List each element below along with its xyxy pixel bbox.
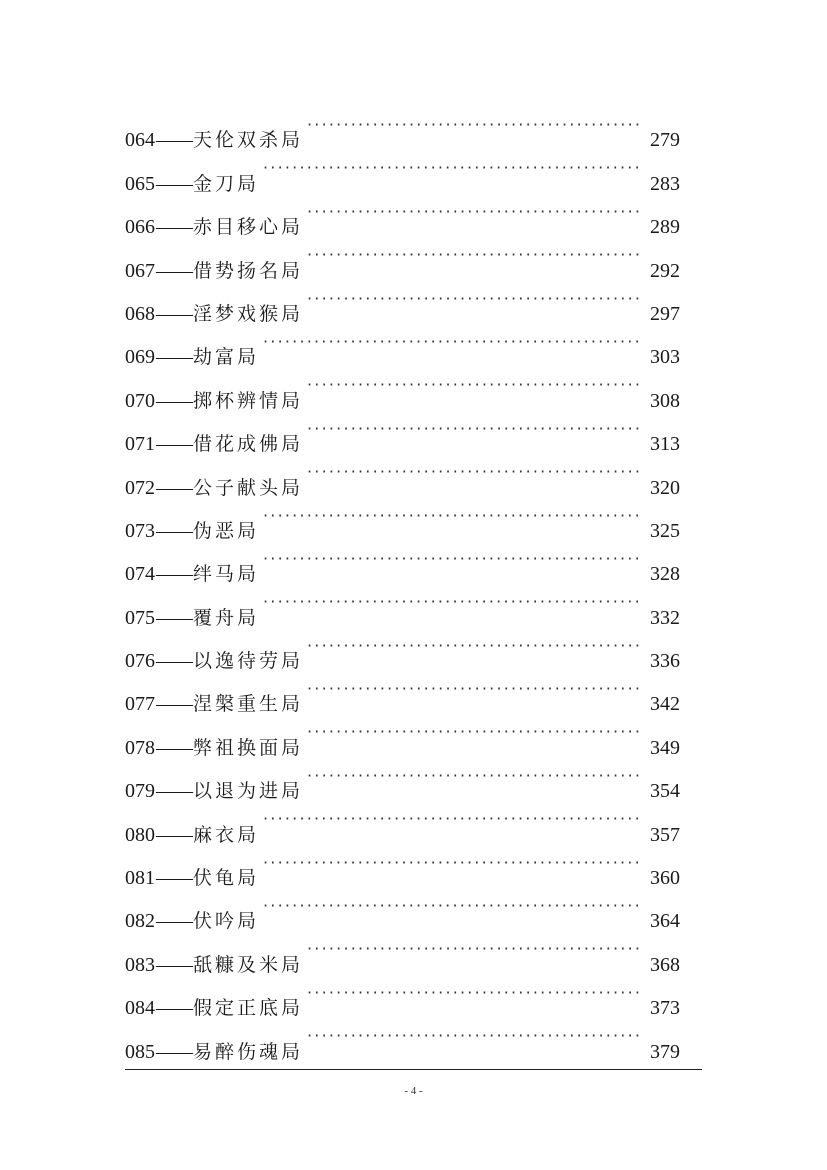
toc-entry-leader [307, 624, 642, 667]
toc-entry-title: 舐糠及米局 [193, 953, 304, 976]
toc-entry-page: 336 [650, 650, 680, 673]
toc-entry-leader [307, 667, 642, 710]
toc-entry-leader [307, 971, 642, 1014]
toc-entry-dash: —— [156, 1041, 192, 1063]
toc-entry-page: 279 [650, 129, 680, 152]
toc-entry-dash: —— [156, 520, 192, 542]
toc-entry-title: 麻衣局 [193, 823, 260, 846]
toc-entry-dash: —— [156, 954, 192, 976]
toc-entry-leader [307, 363, 642, 406]
toc-entry-title: 借花成佛局 [193, 433, 304, 456]
toc-entry-page: 360 [650, 867, 680, 890]
toc-entry-dash: —— [156, 737, 192, 759]
toc-entry-dash: —— [156, 173, 192, 195]
toc-entry-title: 淫梦戏猴局 [193, 302, 304, 325]
toc-entry-number: 083 [125, 953, 155, 976]
toc-entry-leader [307, 233, 642, 276]
toc-entry-leader [307, 407, 642, 450]
toc-entry-leader [263, 320, 642, 363]
toc-entry-title: 借势扬名局 [193, 259, 304, 282]
toc-entry-dash: —— [156, 651, 192, 673]
toc-entry-page: 283 [650, 172, 680, 195]
toc-entry-page: 320 [650, 476, 680, 499]
toc-entry-page: 308 [650, 389, 680, 412]
toc-entry-page: 349 [650, 736, 680, 759]
toc-entry-dash: —— [156, 998, 192, 1020]
toc-entry-leader [263, 580, 642, 623]
toc-entry[interactable] [125, 103, 680, 152]
toc-entry-title: 假定正底局 [193, 997, 304, 1020]
page-number: - 4 - [404, 1085, 423, 1097]
toc-entry-dash: —— [156, 303, 192, 325]
toc-entry-page: 368 [650, 953, 680, 976]
toc-entry-title: 伏吟局 [193, 910, 260, 933]
toc-entry-number: 067 [125, 259, 155, 282]
toc-entry-dash: —— [156, 781, 192, 803]
toc-entry-dash: —— [156, 434, 192, 456]
toc-entry-page: 373 [650, 997, 680, 1020]
toc-entry-number: 082 [125, 910, 155, 933]
toc-entry-leader [263, 884, 642, 927]
toc-entry-dash: —— [156, 564, 192, 586]
toc-entry-leader [263, 146, 642, 189]
toc-entry-leader [307, 277, 642, 320]
toc-entry-number: 068 [125, 302, 155, 325]
toc-entry-dash: —— [156, 911, 192, 933]
toc-entry-number: 071 [125, 433, 155, 456]
toc-entry-number: 076 [125, 650, 155, 673]
toc-entry-page: 289 [650, 216, 680, 239]
toc-entry-number: 070 [125, 389, 155, 412]
toc-entry-dash: —— [156, 607, 192, 629]
toc-entry-dash: —— [156, 868, 192, 890]
toc-entry-title: 绊马局 [193, 563, 260, 586]
toc-entry-page: 354 [650, 780, 680, 803]
toc-entry-leader [307, 190, 642, 233]
toc-entry-leader [263, 494, 642, 537]
toc-entry-page: 313 [650, 433, 680, 456]
toc-entry-title: 以退为进局 [193, 780, 304, 803]
toc-entry-number: 073 [125, 519, 155, 542]
toc-entry-number: 080 [125, 823, 155, 846]
toc-entry-number: 065 [125, 172, 155, 195]
toc-entry-title: 劫富局 [193, 346, 260, 369]
toc-entry-number: 074 [125, 563, 155, 586]
toc-entry-title: 伪恶局 [193, 519, 260, 542]
toc-entry-leader [307, 927, 642, 970]
toc-entry-leader [307, 710, 642, 753]
toc-entry-title: 弊祖换面局 [193, 736, 304, 759]
toc-entry-number: 084 [125, 997, 155, 1020]
toc-entry-leader [263, 841, 642, 884]
toc-entry-number: 078 [125, 736, 155, 759]
toc-entry-title: 易醉伤魂局 [193, 1040, 304, 1063]
toc-entry-dash: —— [156, 390, 192, 412]
toc-entry-page: 325 [650, 519, 680, 542]
toc-entry-leader [263, 537, 642, 580]
toc-entry-leader [307, 754, 642, 797]
toc-entry-leader [307, 1014, 642, 1057]
footer-divider [125, 1069, 702, 1070]
toc-entry-title: 涅槃重生局 [193, 693, 304, 716]
toc-entry-number: 079 [125, 780, 155, 803]
toc-entry-page: 292 [650, 259, 680, 282]
toc-entry-title: 覆舟局 [193, 606, 260, 629]
toc-entry-leader [263, 797, 642, 840]
toc-entry-title: 公子献头局 [193, 476, 304, 499]
toc-entry-dash: —— [156, 130, 192, 152]
toc-entry-title: 金刀局 [193, 172, 260, 195]
table-of-contents [125, 103, 680, 1063]
toc-entry-dash: —— [156, 694, 192, 716]
toc-entry-dash: —— [156, 217, 192, 239]
toc-entry-dash: —— [156, 260, 192, 282]
toc-entry-title: 赤目移心局 [193, 216, 304, 239]
toc-entry-number: 069 [125, 346, 155, 369]
toc-entry-number: 085 [125, 1040, 155, 1063]
toc-entry-dash: —— [156, 347, 192, 369]
toc-entry-page: 364 [650, 910, 680, 933]
toc-entry-page: 297 [650, 302, 680, 325]
toc-entry-number: 077 [125, 693, 155, 716]
toc-entry-title: 掷杯辨情局 [193, 389, 304, 412]
toc-entry-number: 072 [125, 476, 155, 499]
toc-entry-page: 379 [650, 1040, 680, 1063]
toc-entry-page: 332 [650, 606, 680, 629]
toc-entry-number: 075 [125, 606, 155, 629]
toc-entry-number: 064 [125, 129, 155, 152]
toc-entry-page: 328 [650, 563, 680, 586]
toc-entry-page: 342 [650, 693, 680, 716]
toc-entry-leader [307, 450, 642, 493]
toc-entry-dash: —— [156, 477, 192, 499]
toc-entry-page: 303 [650, 346, 680, 369]
toc-entry-title: 伏龟局 [193, 867, 260, 890]
toc-entry-leader [307, 103, 642, 146]
toc-entry-dash: —— [156, 824, 192, 846]
toc-entry-title: 天伦双杀局 [193, 129, 304, 152]
toc-entry-number: 066 [125, 216, 155, 239]
toc-entry-title: 以逸待劳局 [193, 650, 304, 673]
toc-entry-page: 357 [650, 823, 680, 846]
toc-entry-number: 081 [125, 867, 155, 890]
